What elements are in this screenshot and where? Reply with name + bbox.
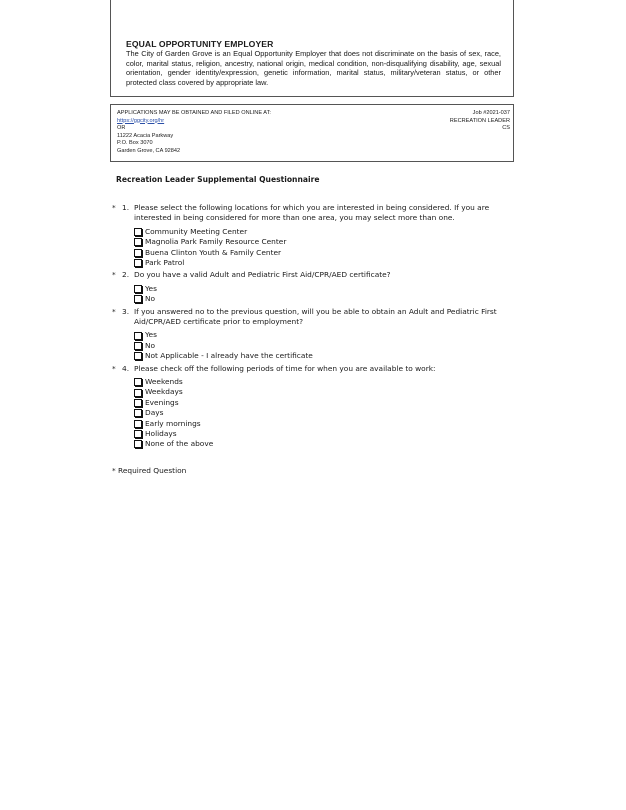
- checkbox-icon[interactable]: [134, 409, 142, 417]
- checkbox-icon[interactable]: [134, 342, 142, 350]
- address-line-2: P.O. Box 3070: [117, 140, 153, 147]
- required-footnote: * Required Question: [112, 466, 187, 475]
- option-label: Early mornings: [145, 418, 201, 428]
- option-label: Holidays: [145, 428, 177, 438]
- option-holidays[interactable]: [134, 429, 512, 439]
- eeo-title: EQUAL OPPORTUNITY EMPLOYER: [126, 39, 274, 49]
- option-list: [134, 377, 512, 450]
- address-line-3: Garden Grove, CA 92842: [117, 147, 181, 154]
- job-number: Job #2021-037: [472, 110, 510, 116]
- option-label: Not Applicable - I already have the certificate: [145, 351, 313, 361]
- option-label: Days: [145, 408, 164, 418]
- option-yes[interactable]: [134, 284, 512, 294]
- option-list: [134, 284, 512, 305]
- checkbox-icon[interactable]: [134, 440, 142, 448]
- option-not-applicable[interactable]: [134, 351, 512, 361]
- address-line-1: 11222 Acacia Parkway: [117, 132, 174, 139]
- required-marker: *: [112, 203, 116, 212]
- option-early-mornings[interactable]: [134, 419, 512, 429]
- option-label: Yes: [145, 283, 157, 293]
- checkbox-icon[interactable]: [134, 389, 142, 397]
- job-code: CS: [502, 125, 510, 132]
- required-marker: *: [112, 363, 116, 373]
- option-list: [134, 227, 512, 269]
- option-buena-clinton[interactable]: [134, 248, 512, 258]
- question-number: 2.: [122, 270, 130, 280]
- checkbox-icon[interactable]: [134, 352, 142, 360]
- application-info: [117, 110, 271, 156]
- question-3: [112, 307, 512, 362]
- option-label: Park Patrol: [145, 257, 185, 267]
- option-label: None of the above: [145, 439, 214, 449]
- option-none-of-the-above[interactable]: [134, 439, 512, 449]
- checkbox-icon[interactable]: [134, 420, 142, 428]
- question-text: If you answered no to the previous question, will you be able to obtain an Adult and Pediatric First Aid/CPR/AED certificate prior to employment?: [134, 306, 497, 326]
- option-weekends[interactable]: [134, 377, 512, 387]
- checkbox-icon[interactable]: [134, 332, 142, 340]
- required-marker: *: [112, 306, 116, 316]
- questionnaire-title: Recreation Leader Supplemental Questionnaire: [116, 175, 320, 184]
- option-label: Buena Clinton Youth & Family Center: [145, 247, 282, 257]
- option-days[interactable]: [134, 408, 512, 418]
- question-number: 3.: [122, 306, 130, 316]
- checkbox-icon[interactable]: [134, 228, 142, 236]
- question-number: 4.: [122, 363, 130, 373]
- checkbox-icon[interactable]: [134, 285, 142, 293]
- required-marker: *: [112, 270, 116, 280]
- eeo-body: The City of Garden Grove is an Equal Opportunity Employer that does not discriminate on the basis of sex, race, color, marital status, religion, ancestry, national origin, medical condition, non-disqualifying disability, age, sexual orientation, gender identity/expression, genetic information, marital status, military/veteran status, or other protected class covered by appropriate law.: [126, 49, 501, 87]
- option-yes[interactable]: [134, 330, 512, 340]
- checkbox-icon[interactable]: [134, 259, 142, 267]
- job-info: [450, 110, 510, 133]
- question-2: [112, 270, 512, 304]
- option-weekdays[interactable]: [134, 387, 512, 397]
- question-text: Please check off the following periods of time for when you are available to work:: [134, 363, 436, 373]
- checkbox-icon[interactable]: [134, 399, 142, 407]
- option-label: Weekends: [145, 376, 183, 386]
- option-label: Community Meeting Center: [145, 226, 248, 236]
- checkbox-icon[interactable]: [134, 238, 142, 246]
- option-no[interactable]: [134, 294, 512, 304]
- checkbox-icon[interactable]: [134, 378, 142, 386]
- option-label: Magnolia Park Family Resource Center: [145, 237, 287, 247]
- checkbox-icon[interactable]: [134, 430, 142, 438]
- option-label: No: [145, 340, 156, 350]
- question-1: [112, 203, 512, 268]
- option-no[interactable]: [134, 341, 512, 351]
- option-evenings[interactable]: [134, 398, 512, 408]
- question-text: Please select the following locations for which you are interested in being considered. If you are interested in being considered for more than one area, you may select more than one.: [134, 203, 490, 223]
- question-4: [112, 364, 512, 450]
- option-community-meeting-center[interactable]: [134, 227, 512, 237]
- option-label: Evenings: [145, 397, 179, 407]
- question-list: [112, 203, 512, 452]
- application-or: OR: [117, 125, 126, 132]
- option-park-patrol[interactable]: [134, 258, 512, 268]
- question-number: 1.: [122, 203, 130, 212]
- application-heading: APPLICATIONS MAY BE OBTAINED AND FILED ONLINE AT:: [117, 110, 271, 116]
- question-text: Do you have a valid Adult and Pediatric First Aid/CPR/AED certificate?: [134, 270, 391, 280]
- option-magnolia-park[interactable]: [134, 237, 512, 247]
- application-link[interactable]: https://ggcity.org/hr: [117, 117, 165, 124]
- option-label: Weekdays: [145, 387, 183, 397]
- option-label: Yes: [145, 330, 157, 340]
- option-list: [134, 330, 512, 361]
- checkbox-icon[interactable]: [134, 249, 142, 257]
- checkbox-icon[interactable]: [134, 295, 142, 303]
- job-position: RECREATION LEADER: [449, 117, 510, 124]
- option-label: No: [145, 294, 156, 304]
